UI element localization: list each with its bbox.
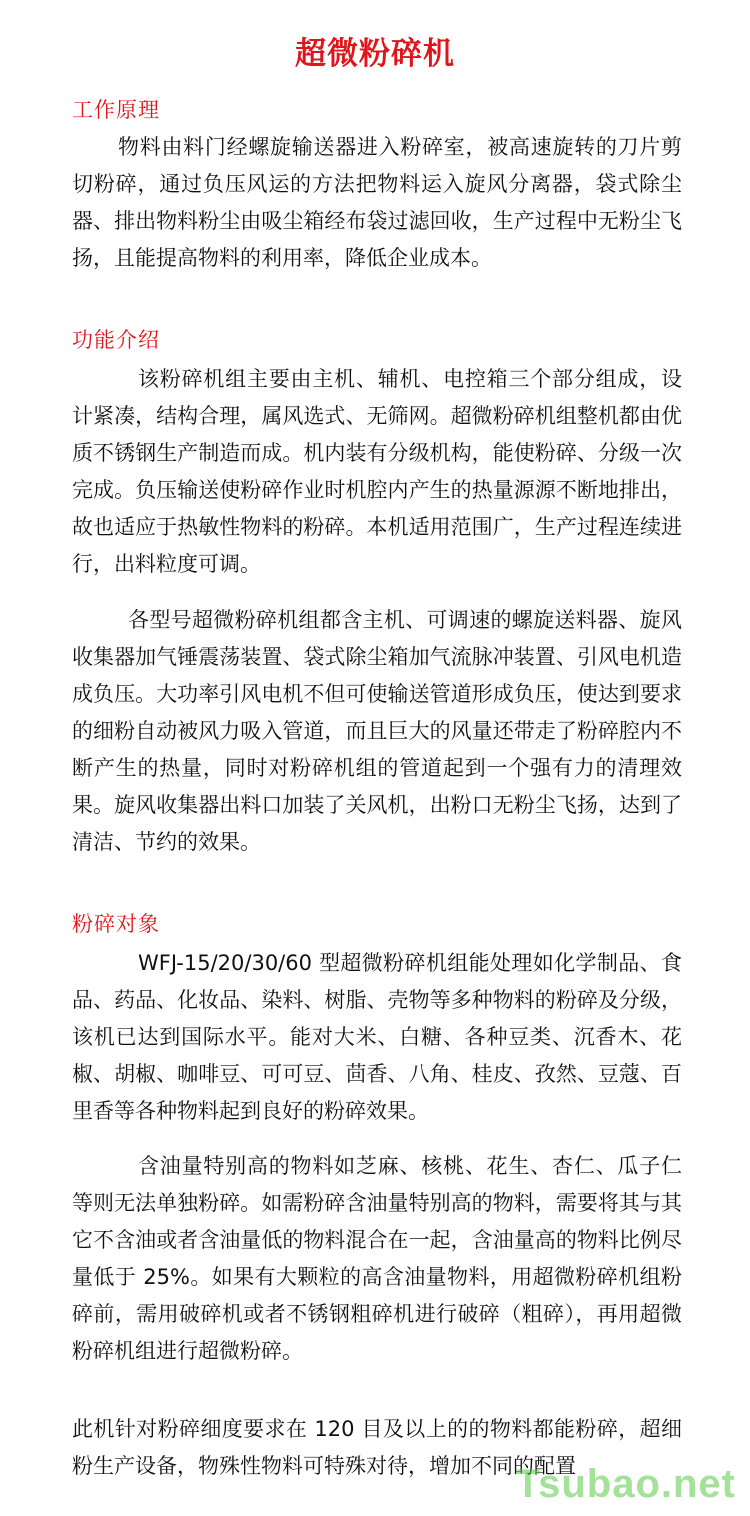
watermark-logo: Tsubao.net: [515, 1462, 736, 1506]
section-heading-function-intro: 功能介绍: [72, 328, 160, 352]
paragraph-crushing-objects-2: 含油量特别高的物料如芝麻、核桃、花生、杏仁、瓜子仁等则无法单独粉碎。如需粉碎含油量特别高的物料，需要将其与其它不含油或者含油量低的物料混合在一起，含油量高的物料比例尽量低于 25%。如果有大颗粒的高含油量物料，用超微粉碎机组粉碎前，需用破碎机或者不锈钢粗碎机进行破碎（粗碎），再用超微粉碎机组进行超微粉碎。: [72, 1154, 682, 1363]
section-heading-crushing-objects: 粉碎对象: [72, 912, 160, 936]
paragraph-function-intro-2: 各型号超微粉碎机组都含主机、可调速的螺旋送料器、旋风收集器加气锤震荡装置、袋式除尘箱加气流脉冲装置、引风电机造成负压。大功率引风电机不但可使输送管道形成负压，使达到要求的细粉自动被风力吸入管道，而且巨大的风量还带走了粉碎腔内不断产生的热量，同时对粉碎机组的管道起到一个强有力的清理效果。旋风收集器出料口加装了关风机，出粉口无粉尘飞扬，达到了清洁、节约的效果。: [72, 608, 682, 854]
section-heading-working-principle: 工作原理: [72, 98, 160, 122]
paragraph-working-principle: 物料由料门经螺旋输送器进入粉碎室，被高速旋转的刀片剪切粉碎，通过负压风运的方法把物料运入旋风分离器，袋式除尘器、排出物料粉尘由吸尘箱经布袋过滤回收，生产过程中无粉尘飞扬，且能提高物料的利用率，降低企业成本。: [72, 135, 682, 270]
paragraph-function-intro-1: 该粉碎机组主要由主机、辅机、电控箱三个部分组成，设计紧凑，结构合理，属风选式、无筛网。超微粉碎机组整机都由优质不锈钢生产制造而成。机内装有分级机构，能使粉碎、分级一次完成。负压输送使粉碎作业时机腔内产生的热量源源不断地排出，故也适应于热敏性物料的粉碎。本机适用范围广，生产过程连续进行，出料粒度可调。: [72, 367, 682, 576]
closing-paragraph: 此机针对粉碎细度要求在 120 目及以上的的物料都能粉碎，超细粉生产设备，物殊性物料可特殊对待，增加不同的配置: [72, 1417, 682, 1478]
page-title: 超微粉碎机: [295, 36, 455, 72]
paragraph-crushing-objects-1: WFJ-15/20/30/60 型超微粉碎机组能处理如化学制品、食品、药品、化妆品、染料、树脂、壳物等多种物料的粉碎及分级，该机已达到国际水平。能对大米、白糖、各种豆类、沉香木、花椒、胡椒、咖啡豆、可可豆、茴香、八角、桂皮、孜然、豆蔻、百里香等各种物料起到良好的粉碎效果。: [72, 951, 682, 1123]
